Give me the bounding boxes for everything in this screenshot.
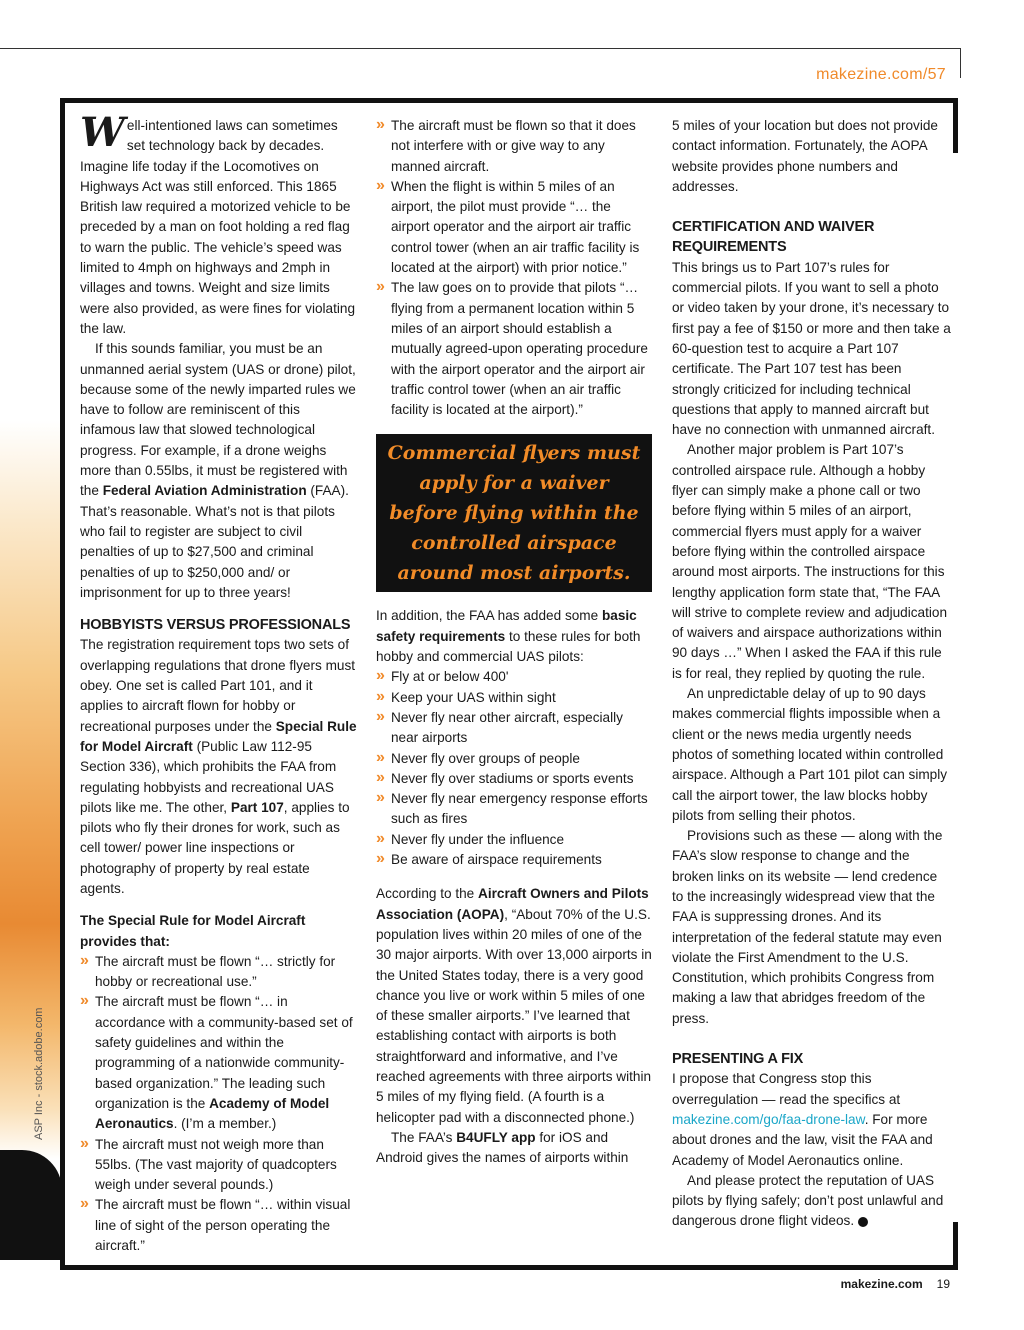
heading-presenting-fix: PRESENTING A FIX bbox=[672, 1051, 804, 1068]
drop-cap: W bbox=[80, 109, 125, 156]
end-mark-icon: ✓ bbox=[858, 1217, 868, 1227]
paragraph: According to the Aircraft Owners and Pilots Association (AOPA), “About 70% of the U.S. population lives within 20 miles of one of the 30 major airports. With over 13,000 airports in the United States today, there is a very good chance you live or work within 5 miles of one of these smaller airports.” I’ve learned that establishing contact with airports is both straightforward and informative, and I’ve reached agreements with three airports within 5 miles of my flying field. (A fourth is a helicopter pad with a disconnected phone.) bbox=[376, 886, 652, 1125]
paragraph: This brings us to Part 107’s rules for commercial pilots. If you want to sell a photo or video taken by your drone, it’s necessary to first pay a fee of $150 or more and then take a 60-question test to acquire a Part 107 certificate. The Part 107 test has been strongly criticized for including technical questions that apply to manned aircraft but have no connection with unmanned aircraft. bbox=[672, 259, 951, 438]
part-107-link[interactable]: Part 107 bbox=[230, 799, 284, 815]
intro-paragraph: Well-intentioned laws can sometimes set technology back by decades. Imagine life today if the Locomotives on Highways Act was still enforced. This 1865 British law required a motorized vehicle to be preceded by a man on foot holding a red flag to warn the public. The vehicle’s speed was limited to 4mph on highways and 2mph in villages and towns. Weight and size limits were also provided, as were fines for violating the law. bbox=[80, 109, 356, 336]
paragraph: The registration requirement tops two sets of overlapping regulations that drone flyers must obey. One set is called Part 101, and it applies to aircraft flown for hobby or recreational purposes under the Special Rule for Model Aircraft (Public Law 112-95 Section 336), which prohibits the FAA from regulating hobbyists and recreational UAS pilots like me. The other, Part 107, applies to pilots who fly their drones for work, such as cell tower/ power line inspections or photography of property by real estate agents. bbox=[80, 637, 357, 896]
special-rule-list bbox=[80, 952, 358, 1256]
pull-quote: Commercial flyers must apply for a waiver before flying within the controlled airspace around most airports. bbox=[376, 434, 652, 592]
frame-top bbox=[60, 98, 958, 103]
paragraph: In addition, the FAA has added some basic safety requirements to these rules for both hobby and commercial UAS pilots: bbox=[376, 608, 641, 665]
frame-left bbox=[60, 98, 65, 1270]
paragraph: And please protect the reputation of UAS pilots by flying safely; don’t post unlawful and dangerous drone flight videos. ✓ bbox=[672, 1172, 944, 1229]
special-rule-link[interactable]: Special Rule for Model Aircraft bbox=[80, 718, 357, 754]
aopa-link[interactable]: Aircraft Owners and Pilots Association (AOPA) bbox=[376, 886, 649, 922]
list-item: » Never fly near emergency response efforts such as fires bbox=[376, 789, 652, 830]
paragraph: If this sounds familiar, you must be an unmanned aerial system (UAS or drone) pilot, because some of the newly imparted rules we have to follow are reminiscent of this infamous law that slowed technological progress. For example, if a drone weighs more than 0.55lbs, it must be registered with the Federal Aviation Administration (FAA). That’s reasonable. What’s not is that pilots who fail to register are subject to civil penalties of up to $27,500 and criminal penalties of up to $250,000 and/ or imprisonment for up to three years! bbox=[80, 341, 356, 600]
list-item: » The aircraft must be flown “… within visual line of sight of the person operating the aircraft.” bbox=[80, 1195, 358, 1256]
list-item: » Be aware of airspace requirements bbox=[376, 850, 652, 870]
faa-drone-law-link[interactable]: makezine.com/go/faa-drone-law bbox=[672, 1111, 865, 1127]
header-site-link[interactable]: makezine.com/57 bbox=[816, 66, 946, 83]
sunset-photo-strip bbox=[0, 420, 62, 1260]
list-item: » When the flight is within 5 miles of an airport, the pilot must provide “… the airport operator and the airport air traffic control tower (when an air traffic facility is located at the airport) with prior notice.” bbox=[376, 177, 652, 278]
list-item: » The aircraft must be flown “… strictly for hobby or recreational use.” bbox=[80, 952, 358, 993]
column-3 bbox=[672, 116, 952, 1232]
list-item: » Fly at or below 400' bbox=[376, 667, 652, 687]
safety-rules-list bbox=[376, 667, 652, 870]
b4ufly-link[interactable]: B4UFLY app bbox=[456, 1129, 536, 1145]
special-rule-list-cont bbox=[376, 116, 652, 420]
footer-site[interactable]: makezine.com bbox=[840, 1277, 923, 1291]
footer bbox=[841, 1277, 950, 1291]
header-rule bbox=[0, 48, 960, 49]
list-item: » Never fly over groups of people bbox=[376, 749, 652, 769]
ama-link[interactable]: Academy of Model Aeronautics bbox=[95, 1095, 330, 1132]
paragraph: Another major problem is Part 107’s controlled airspace rule. Although a hobby flyer can simply make a phone call or two before flying within 5 miles of an airport, commercial flyers must apply for a waiver before flying within the controlled airspace around most airports. The instructions for this lengthy application form state that, “The FAA will strive to complete review and adjudication of waivers and airspace authorizations within 90 days …” When I asked the FAA if this rule is for real, they replied by quoting the rule. bbox=[672, 442, 948, 681]
list-item: » The law goes on to provide that pilots “… flying from a permanent location within 5 miles of an airport should establish a mutually agreed-upon operating procedure with the airport operator and the airport air traffic control tower (when an air traffic facility is located at the airport).” bbox=[376, 278, 652, 420]
paragraph: The FAA’s B4UFLY app for iOS and Android gives the names of airports within bbox=[376, 1129, 629, 1166]
frame-right-top bbox=[953, 98, 958, 153]
photo-credit: ASP Inc - stock.adobe.com bbox=[33, 1007, 45, 1140]
paragraph: 5 miles of your location but does not provide contact information. Fortunately, the AOPA website provides phone numbers and addresses. bbox=[672, 118, 938, 194]
paragraph: An unpredictable delay of up to 90 days makes commercial flights impossible when a client or the news media urgently needs photos of something located within controlled airspace. Although a Part 101 pilot can simply call the airport tower, the law blocks hobby pilots from selling their photos. bbox=[672, 686, 948, 823]
header-rule-tick bbox=[960, 48, 961, 78]
list-item: » The aircraft must be flown “… in accordance with a community-based set of safety guidelines and within the programming of a nationwide community-based organization.” The leading such organization is the Academy of Model Aeronautics. (I’m a member.) bbox=[80, 992, 358, 1134]
column-2 bbox=[376, 116, 652, 1168]
list-item: » Never fly near other aircraft, especially near airports bbox=[376, 708, 652, 749]
faa-link[interactable]: Federal Aviation Administration bbox=[102, 483, 307, 499]
list-item: » Never fly over stadiums or sports events bbox=[376, 769, 652, 789]
frame-right-bottom bbox=[953, 1222, 958, 1270]
frame-bottom bbox=[60, 1265, 958, 1270]
hill-silhouette bbox=[0, 1150, 62, 1260]
safety-requirements-link[interactable]: basic safety requirements bbox=[376, 608, 637, 644]
list-item: » The aircraft must be flown so that it does not interfere with or give way to any manned aircraft. bbox=[376, 116, 652, 177]
list-item: » Keep your UAS within sight bbox=[376, 688, 652, 708]
subheading-special-rule: The Special Rule for Model Aircraft provides that: bbox=[80, 913, 306, 949]
paragraph: Provisions such as these — along with the FAA’s slow response to change and the broken links on its website — lend credence to the increasingly widespread view that the FAA is suppressing drones. And its interpretation of the federal statute may even violate the First Amendment to the U.S. Constitution, which prohibits Congress from making a law that abridges freedom of the press. bbox=[672, 828, 943, 1026]
paragraph: I propose that Congress stop this overregulation — read the specifics at makezine.com/go/faa-drone-law. For more about drones and the law, visit the FAA and Academy of Model Aeronautics online. bbox=[672, 1071, 933, 1168]
page-number: 19 bbox=[936, 1277, 950, 1291]
heading-hobbyists: HOBBYISTS VERSUS PROFESSIONALS bbox=[80, 617, 351, 634]
list-item: » The aircraft must not weigh more than 55lbs. (The vast majority of quadcopters weigh under several pounds.) bbox=[80, 1135, 358, 1196]
list-item: » Never fly under the influence bbox=[376, 830, 652, 850]
heading-certification: CERTIFICATION AND WAIVER REQUIREMENTS bbox=[672, 219, 875, 256]
column-1 bbox=[80, 109, 358, 1256]
